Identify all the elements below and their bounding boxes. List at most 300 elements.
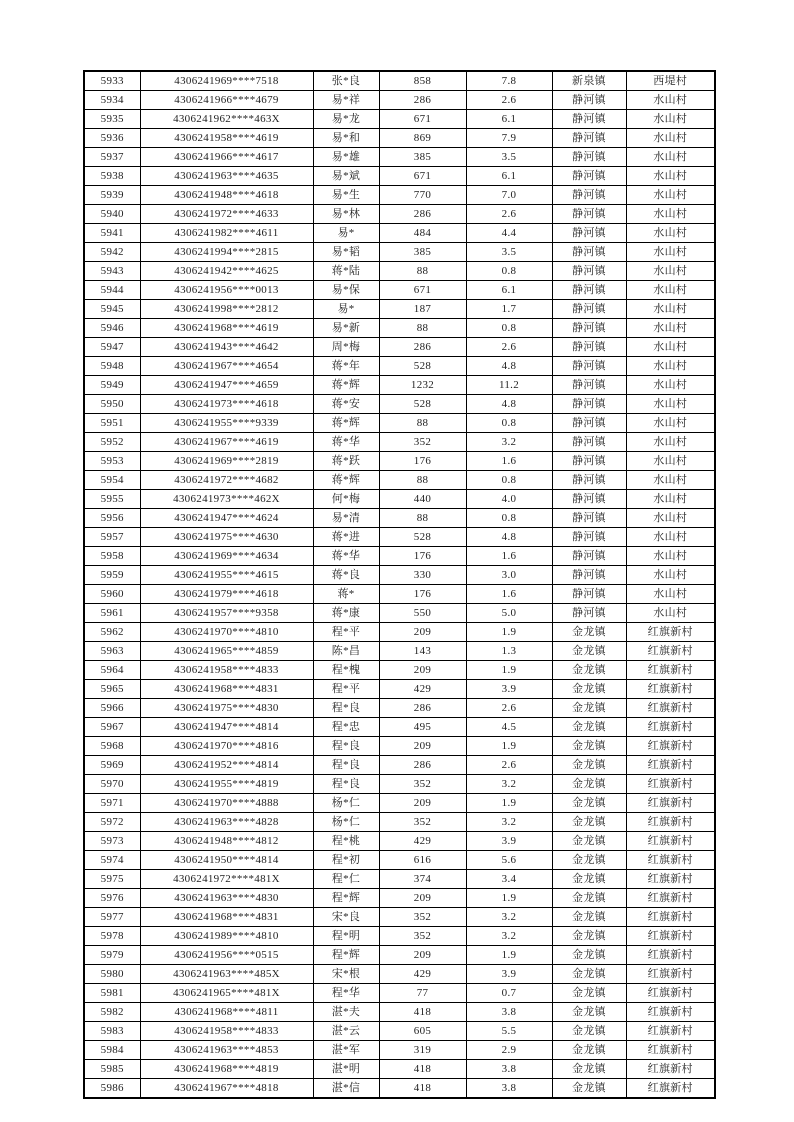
village-cell: 红旗新村 [626,794,715,813]
rate-cell: 0.7 [466,984,552,1003]
amount-cell: 352 [379,908,466,927]
town-cell: 静河镇 [552,452,626,471]
masked-id-cell: 4306241994****2815 [140,243,313,262]
village-cell: 红旗新村 [626,813,715,832]
name-cell: 易*清 [313,509,379,528]
table-row [84,129,715,148]
village-cell: 红旗新村 [626,832,715,851]
masked-id-cell: 4306241975****4830 [140,699,313,718]
rate-cell: 0.8 [466,414,552,433]
town-cell: 金龙镇 [552,965,626,984]
village-cell: 红旗新村 [626,642,715,661]
table-row [84,870,715,889]
village-cell: 红旗新村 [626,775,715,794]
amount-cell: 209 [379,794,466,813]
amount-cell: 187 [379,300,466,319]
town-cell: 金龙镇 [552,642,626,661]
town-cell: 静河镇 [552,148,626,167]
row-index-cell: 5935 [84,110,140,129]
village-cell: 水山村 [626,509,715,528]
masked-id-cell: 4306241973****4618 [140,395,313,414]
rate-cell: 1.9 [466,794,552,813]
masked-id-cell: 4306241955****9339 [140,414,313,433]
row-index-cell: 5983 [84,1022,140,1041]
table-row [84,642,715,661]
name-cell: 蒋*辉 [313,414,379,433]
amount-cell: 176 [379,547,466,566]
name-cell: 程*良 [313,775,379,794]
town-cell: 金龙镇 [552,1022,626,1041]
village-cell: 水山村 [626,471,715,490]
rate-cell: 1.3 [466,642,552,661]
village-cell: 水山村 [626,300,715,319]
table-row [84,1041,715,1060]
village-cell: 水山村 [626,585,715,604]
town-cell: 静河镇 [552,167,626,186]
amount-cell: 1232 [379,376,466,395]
amount-cell: 352 [379,433,466,452]
amount-cell: 330 [379,566,466,585]
name-cell: 陈*昌 [313,642,379,661]
amount-cell: 88 [379,262,466,281]
row-index-cell: 5966 [84,699,140,718]
town-cell: 静河镇 [552,547,626,566]
village-cell: 红旗新村 [626,680,715,699]
amount-cell: 88 [379,471,466,490]
row-index-cell: 5942 [84,243,140,262]
town-cell: 静河镇 [552,490,626,509]
rate-cell: 2.6 [466,205,552,224]
masked-id-cell: 4306241963****4830 [140,889,313,908]
amount-cell: 286 [379,756,466,775]
table-row [84,186,715,205]
rate-cell: 3.8 [466,1079,552,1099]
village-cell: 水山村 [626,528,715,547]
town-cell: 静河镇 [552,414,626,433]
rate-cell: 1.6 [466,547,552,566]
row-index-cell: 5943 [84,262,140,281]
amount-cell: 209 [379,661,466,680]
village-cell: 水山村 [626,414,715,433]
town-cell: 静河镇 [552,338,626,357]
name-cell: 湛*信 [313,1079,379,1099]
masked-id-cell: 4306241973****462X [140,490,313,509]
name-cell: 程*初 [313,851,379,870]
table-row [84,262,715,281]
name-cell: 程*平 [313,680,379,699]
rate-cell: 3.9 [466,965,552,984]
name-cell: 易*和 [313,129,379,148]
rate-cell: 2.6 [466,338,552,357]
row-index-cell: 5945 [84,300,140,319]
amount-cell: 869 [379,129,466,148]
rate-cell: 11.2 [466,376,552,395]
town-cell: 静河镇 [552,300,626,319]
amount-cell: 616 [379,851,466,870]
rate-cell: 1.9 [466,661,552,680]
name-cell: 程*良 [313,737,379,756]
name-cell: 程*忠 [313,718,379,737]
town-cell: 金龙镇 [552,737,626,756]
masked-id-cell: 4306241952****4814 [140,756,313,775]
name-cell: 湛*军 [313,1041,379,1060]
row-index-cell: 5984 [84,1041,140,1060]
row-index-cell: 5975 [84,870,140,889]
amount-cell: 385 [379,148,466,167]
village-cell: 红旗新村 [626,1022,715,1041]
rate-cell: 1.9 [466,737,552,756]
town-cell: 金龙镇 [552,794,626,813]
name-cell: 程*槐 [313,661,379,680]
table-row [84,243,715,262]
village-cell: 水山村 [626,224,715,243]
amount-cell: 528 [379,357,466,376]
row-index-cell: 5961 [84,604,140,623]
amount-cell: 495 [379,718,466,737]
name-cell: 周*梅 [313,338,379,357]
table-row [84,965,715,984]
masked-id-cell: 4306241975****4630 [140,528,313,547]
village-cell: 西堤村 [626,71,715,91]
town-cell: 静河镇 [552,186,626,205]
amount-cell: 528 [379,528,466,547]
table-row [84,927,715,946]
rate-cell: 4.4 [466,224,552,243]
row-index-cell: 5952 [84,433,140,452]
row-index-cell: 5982 [84,1003,140,1022]
name-cell: 蒋*良 [313,566,379,585]
rate-cell: 1.9 [466,623,552,642]
rate-cell: 1.9 [466,946,552,965]
village-cell: 水山村 [626,167,715,186]
rate-cell: 1.9 [466,889,552,908]
row-index-cell: 5946 [84,319,140,338]
masked-id-cell: 4306241968****4619 [140,319,313,338]
town-cell: 静河镇 [552,376,626,395]
table-row [84,661,715,680]
village-cell: 水山村 [626,319,715,338]
masked-id-cell: 4306241955****4615 [140,566,313,585]
town-cell: 金龙镇 [552,889,626,908]
village-cell: 水山村 [626,243,715,262]
row-index-cell: 5948 [84,357,140,376]
name-cell: 程*平 [313,623,379,642]
village-cell: 水山村 [626,186,715,205]
amount-cell: 429 [379,680,466,699]
village-cell: 水山村 [626,490,715,509]
row-index-cell: 5937 [84,148,140,167]
masked-id-cell: 4306241969****2819 [140,452,313,471]
row-index-cell: 5949 [84,376,140,395]
amount-cell: 286 [379,91,466,110]
town-cell: 静河镇 [552,433,626,452]
village-cell: 红旗新村 [626,870,715,889]
row-index-cell: 5977 [84,908,140,927]
town-cell: 金龙镇 [552,984,626,1003]
table-row [84,908,715,927]
name-cell: 宋*根 [313,965,379,984]
town-cell: 金龙镇 [552,927,626,946]
masked-id-cell: 4306241967****4619 [140,433,313,452]
rate-cell: 7.9 [466,129,552,148]
village-cell: 红旗新村 [626,756,715,775]
table-row [84,566,715,585]
amount-cell: 77 [379,984,466,1003]
name-cell: 蒋*年 [313,357,379,376]
village-cell: 水山村 [626,205,715,224]
row-index-cell: 5958 [84,547,140,566]
masked-id-cell: 4306241955****4819 [140,775,313,794]
village-cell: 红旗新村 [626,851,715,870]
table-row [84,718,715,737]
row-index-cell: 5934 [84,91,140,110]
row-index-cell: 5950 [84,395,140,414]
table-row [84,984,715,1003]
masked-id-cell: 4306241972****4682 [140,471,313,490]
village-cell: 水山村 [626,395,715,414]
rate-cell: 1.7 [466,300,552,319]
village-cell: 红旗新村 [626,623,715,642]
table-row [84,528,715,547]
town-cell: 静河镇 [552,262,626,281]
table-row [84,851,715,870]
rate-cell: 5.5 [466,1022,552,1041]
masked-id-cell: 4306241962****463X [140,110,313,129]
table-row [84,946,715,965]
table-row [84,433,715,452]
rate-cell: 5.6 [466,851,552,870]
table-row [84,376,715,395]
table-row [84,1022,715,1041]
village-cell: 红旗新村 [626,699,715,718]
town-cell: 金龙镇 [552,756,626,775]
name-cell: 何*梅 [313,490,379,509]
masked-id-cell: 4306241972****481X [140,870,313,889]
town-cell: 静河镇 [552,319,626,338]
amount-cell: 418 [379,1079,466,1099]
masked-id-cell: 4306241947****4624 [140,509,313,528]
amount-cell: 671 [379,281,466,300]
row-index-cell: 5954 [84,471,140,490]
amount-cell: 88 [379,319,466,338]
village-cell: 红旗新村 [626,889,715,908]
rate-cell: 4.5 [466,718,552,737]
row-index-cell: 5940 [84,205,140,224]
name-cell: 杨*仁 [313,794,379,813]
town-cell: 金龙镇 [552,1060,626,1079]
amount-cell: 429 [379,965,466,984]
name-cell: 湛*云 [313,1022,379,1041]
amount-cell: 858 [379,71,466,91]
masked-id-cell: 4306241968****4819 [140,1060,313,1079]
masked-id-cell: 4306241970****4810 [140,623,313,642]
row-index-cell: 5944 [84,281,140,300]
name-cell: 易*斌 [313,167,379,186]
row-index-cell: 5985 [84,1060,140,1079]
rate-cell: 3.8 [466,1003,552,1022]
row-index-cell: 5938 [84,167,140,186]
rate-cell: 3.4 [466,870,552,889]
masked-id-cell: 4306241969****7518 [140,71,313,91]
table-row [84,737,715,756]
masked-id-cell: 4306241950****4814 [140,851,313,870]
village-cell: 红旗新村 [626,984,715,1003]
rate-cell: 3.2 [466,927,552,946]
town-cell: 金龙镇 [552,680,626,699]
rate-cell: 3.8 [466,1060,552,1079]
village-cell: 水山村 [626,452,715,471]
row-index-cell: 5947 [84,338,140,357]
name-cell: 蒋* [313,585,379,604]
name-cell: 湛*明 [313,1060,379,1079]
town-cell: 金龙镇 [552,699,626,718]
village-cell: 水山村 [626,91,715,110]
rate-cell: 3.0 [466,566,552,585]
masked-id-cell: 4306241943****4642 [140,338,313,357]
masked-id-cell: 4306241956****0013 [140,281,313,300]
masked-id-cell: 4306241998****2812 [140,300,313,319]
amount-cell: 176 [379,585,466,604]
name-cell: 蒋*华 [313,433,379,452]
village-cell: 水山村 [626,281,715,300]
name-cell: 易*韬 [313,243,379,262]
table-row [84,509,715,528]
table-row [84,281,715,300]
masked-id-cell: 4306241957****9358 [140,604,313,623]
masked-id-cell: 4306241963****4828 [140,813,313,832]
masked-id-cell: 4306241947****4659 [140,376,313,395]
row-index-cell: 5973 [84,832,140,851]
row-index-cell: 5939 [84,186,140,205]
row-index-cell: 5936 [84,129,140,148]
name-cell: 程*华 [313,984,379,1003]
beneficiary-table [83,70,716,1099]
table-row [84,832,715,851]
table-row [84,889,715,908]
row-index-cell: 5976 [84,889,140,908]
masked-id-cell: 4306241942****4625 [140,262,313,281]
town-cell: 静河镇 [552,224,626,243]
row-index-cell: 5933 [84,71,140,91]
row-index-cell: 5967 [84,718,140,737]
name-cell: 易* [313,300,379,319]
rate-cell: 1.6 [466,452,552,471]
rate-cell: 3.5 [466,243,552,262]
town-cell: 静河镇 [552,395,626,414]
town-cell: 静河镇 [552,509,626,528]
masked-id-cell: 4306241982****4611 [140,224,313,243]
row-index-cell: 5956 [84,509,140,528]
rate-cell: 1.6 [466,585,552,604]
row-index-cell: 5981 [84,984,140,1003]
row-index-cell: 5970 [84,775,140,794]
amount-cell: 209 [379,737,466,756]
masked-id-cell: 4306241968****4811 [140,1003,313,1022]
masked-id-cell: 4306241970****4888 [140,794,313,813]
village-cell: 水山村 [626,262,715,281]
village-cell: 红旗新村 [626,1060,715,1079]
amount-cell: 286 [379,338,466,357]
table-row [84,71,715,91]
amount-cell: 352 [379,775,466,794]
table-row [84,756,715,775]
table-row [84,167,715,186]
amount-cell: 671 [379,110,466,129]
rate-cell: 3.2 [466,813,552,832]
village-cell: 红旗新村 [626,965,715,984]
town-cell: 金龙镇 [552,908,626,927]
rate-cell: 3.2 [466,775,552,794]
name-cell: 蒋*安 [313,395,379,414]
table-row [84,1003,715,1022]
village-cell: 水山村 [626,547,715,566]
row-index-cell: 5978 [84,927,140,946]
table-row [84,91,715,110]
masked-id-cell: 4306241963****485X [140,965,313,984]
town-cell: 金龙镇 [552,946,626,965]
town-cell: 金龙镇 [552,1041,626,1060]
amount-cell: 418 [379,1060,466,1079]
name-cell: 程*辉 [313,889,379,908]
masked-id-cell: 4306241948****4812 [140,832,313,851]
amount-cell: 319 [379,1041,466,1060]
amount-cell: 671 [379,167,466,186]
row-index-cell: 5969 [84,756,140,775]
masked-id-cell: 4306241965****481X [140,984,313,1003]
masked-id-cell: 4306241966****4679 [140,91,313,110]
row-index-cell: 5959 [84,566,140,585]
table-row [84,300,715,319]
masked-id-cell: 4306241979****4618 [140,585,313,604]
name-cell: 程*良 [313,699,379,718]
amount-cell: 550 [379,604,466,623]
masked-id-cell: 4306241963****4635 [140,167,313,186]
row-index-cell: 5960 [84,585,140,604]
name-cell: 张*良 [313,71,379,91]
table-row [84,623,715,642]
row-index-cell: 5968 [84,737,140,756]
row-index-cell: 5957 [84,528,140,547]
table-row [84,110,715,129]
village-cell: 水山村 [626,604,715,623]
town-cell: 金龙镇 [552,813,626,832]
town-cell: 静河镇 [552,129,626,148]
rate-cell: 6.1 [466,110,552,129]
row-index-cell: 5963 [84,642,140,661]
town-cell: 静河镇 [552,471,626,490]
village-cell: 水山村 [626,433,715,452]
row-index-cell: 5971 [84,794,140,813]
rate-cell: 4.0 [466,490,552,509]
town-cell: 静河镇 [552,281,626,300]
amount-cell: 209 [379,623,466,642]
village-cell: 红旗新村 [626,927,715,946]
name-cell: 易*保 [313,281,379,300]
name-cell: 程*辉 [313,946,379,965]
name-cell: 杨*仁 [313,813,379,832]
table-row [84,414,715,433]
rate-cell: 3.2 [466,433,552,452]
name-cell: 易* [313,224,379,243]
rate-cell: 2.6 [466,699,552,718]
amount-cell: 770 [379,186,466,205]
masked-id-cell: 4306241958****4619 [140,129,313,148]
village-cell: 红旗新村 [626,737,715,756]
table-row [84,604,715,623]
village-cell: 红旗新村 [626,908,715,927]
amount-cell: 528 [379,395,466,414]
amount-cell: 429 [379,832,466,851]
